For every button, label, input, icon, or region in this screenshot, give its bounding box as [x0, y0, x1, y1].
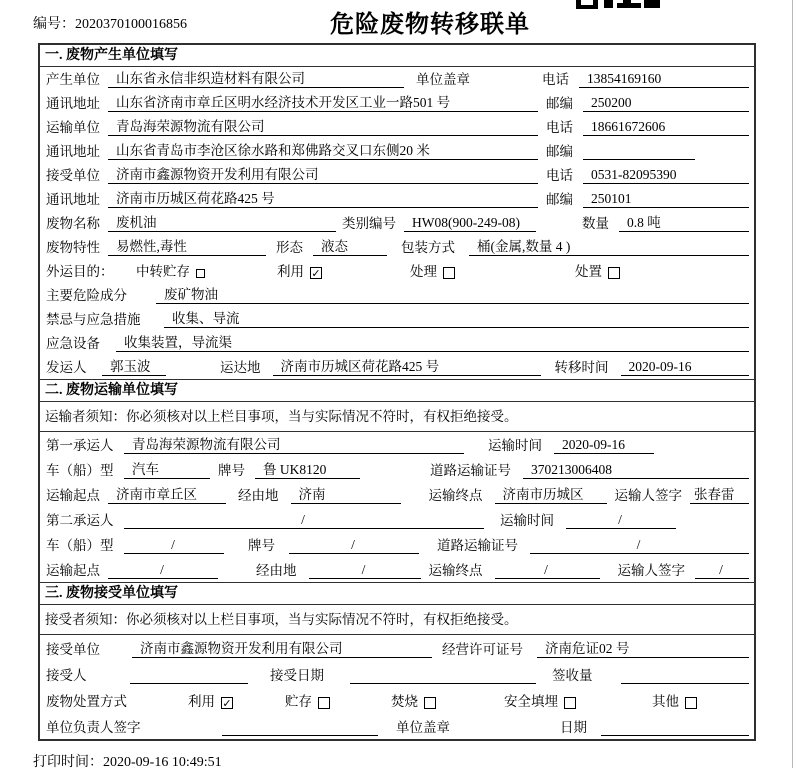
transporter-phone-value: 18661672606 [583, 118, 749, 136]
route-end-2-value: / [495, 561, 600, 579]
utilize-checkbox-checked: ✓ [311, 267, 321, 280]
responsible-sign-value [222, 735, 378, 736]
emergency-measures-value: 收集、导流 [164, 310, 749, 328]
row-emergency-measures [40, 307, 754, 331]
section-producer [40, 45, 754, 379]
row-receive-unit [40, 635, 754, 661]
producer-address-value: 山东省济南市章丘区明水经济技术开发区工业一路501 号 [108, 94, 538, 112]
field-label: 运输起点 [46, 563, 100, 578]
producer-phone-value: 13854169160 [579, 70, 749, 88]
business-license-label: 经营许可证号 [442, 642, 523, 657]
row-acceptor [40, 661, 754, 687]
section-producer-title: 一. 废物产生单位填写 [40, 45, 754, 67]
field-label: 接受单位 [46, 168, 100, 183]
row-route-1 [40, 482, 754, 507]
zip-label: 邮编 [546, 96, 573, 111]
row-transfer-purpose [40, 259, 754, 283]
option-utilize-label: 利用 [277, 264, 304, 279]
page-edge-line [792, 0, 793, 768]
route-start-value: 济南市章丘区 [108, 486, 226, 504]
stamp-label: 单位盖章 [416, 72, 470, 87]
zip-label: 邮编 [546, 192, 573, 207]
carrier-sign-2-value: / [695, 561, 749, 579]
transfer-time-label: 转移时间 [554, 360, 609, 375]
vehicle-type-2-value: / [124, 536, 224, 554]
dispatcher-label: 发运人 [46, 360, 87, 375]
received-quantity-value [621, 683, 750, 684]
row-emergency-equipment [40, 331, 754, 355]
transport-time-value: 2020-09-16 [554, 436, 654, 454]
row-receiver [40, 163, 754, 187]
dispose-checkbox [608, 267, 620, 279]
row-waste-name [40, 211, 754, 235]
waste-traits-value: 易燃性,毒性 [108, 238, 266, 256]
option-incinerate-label: 焚烧 [391, 694, 418, 709]
quantity-label: 数量 [582, 216, 609, 231]
field-label: 应急设备 [46, 336, 100, 351]
row-producer [40, 67, 754, 91]
row-vehicle-1 [40, 457, 754, 482]
stamp-label: 单位盖章 [396, 720, 450, 735]
section-receive-title: 三. 废物接受单位填写 [40, 583, 754, 605]
row-first-carrier [40, 432, 754, 457]
business-license-value: 济南危证02 号 [537, 640, 749, 658]
route-start-2-value: / [108, 561, 218, 579]
field-label: 运输起点 [46, 488, 100, 503]
doc-number-label: 编号： [33, 17, 75, 32]
accept-date-label: 接受日期 [270, 668, 324, 683]
option-transit-storage-label: 中转贮存 [136, 264, 190, 279]
field-label: 车（船）型 [46, 463, 114, 478]
via-2-value: / [309, 561, 421, 579]
second-carrier-value: / [124, 511, 484, 529]
print-time-value: 2020-09-16 10:49:51 [103, 755, 222, 768]
destination-label: 运达地 [220, 360, 261, 375]
field-label: 主要危险成分 [46, 288, 127, 303]
field-label: 通讯地址 [46, 96, 100, 111]
via-label: 经由地 [238, 488, 279, 503]
plate-label: 牌号 [218, 463, 245, 478]
doc-number [33, 13, 187, 33]
transport-time-2-value: / [566, 511, 676, 529]
field-label: 运输单位 [46, 120, 100, 135]
route-end-label: 运输终点 [428, 563, 483, 578]
row-waste-traits [40, 235, 754, 259]
field-label: 第二承运人 [46, 513, 114, 528]
purpose-label: 外运目的： [46, 264, 114, 279]
transport-time-label: 运输时间 [488, 438, 542, 453]
plate-value: 鲁 UK8120 [255, 461, 360, 479]
section-transport-title: 二. 废物运输单位填写 [40, 380, 754, 402]
transporter-zip-value [583, 159, 695, 160]
receiver-name-value: 济南市鑫源物资开发利用有限公司 [108, 166, 538, 184]
treat-checkbox [443, 267, 455, 279]
option-treat-label: 处理 [410, 264, 437, 279]
row-hazard-component [40, 283, 754, 307]
field-label: 废物名称 [46, 216, 100, 231]
field-label: 通讯地址 [46, 192, 100, 207]
field-label: 废物特性 [46, 240, 100, 255]
transporter-address-value: 山东省青岛市李沧区徐水路和郑佛路交叉口东侧20 米 [108, 142, 538, 160]
waste-form-value: 液态 [313, 238, 387, 256]
date-value [601, 735, 749, 736]
date-label: 日期 [560, 720, 587, 735]
via-value: 济南 [291, 486, 401, 504]
waste-name-value: 废机油 [108, 214, 336, 232]
acceptor-value [130, 683, 248, 684]
row-route-2 [40, 557, 754, 582]
row-disposal-method [40, 687, 754, 713]
packaging-value: 桶(金属,数量 4 ) [469, 238, 749, 256]
first-carrier-value: 青岛海荣源物流有限公司 [124, 436, 464, 454]
category-label: 类别编号 [342, 216, 396, 231]
utilize-checkbox-checked: ✓ [222, 697, 232, 710]
incinerate-checkbox [424, 697, 436, 709]
transport-time-label: 运输时间 [500, 513, 554, 528]
field-label: 接受单位 [46, 642, 100, 657]
row-second-carrier [40, 507, 754, 532]
receiver-address-value: 济南市历城区荷花路425 号 [108, 190, 538, 208]
row-transporter-address [40, 139, 754, 163]
field-label: 禁忌与应急措施 [46, 312, 141, 327]
option-utilize-label: 利用 [188, 694, 215, 709]
option-dispose-label: 处置 [575, 264, 602, 279]
producer-name-value: 山东省永信非织造材料有限公司 [108, 70, 404, 88]
section-receive [40, 582, 754, 739]
receive-unit-value: 济南市鑫源物资开发利用有限公司 [132, 640, 432, 658]
carrier-sign-label: 运输人签字 [617, 563, 685, 578]
receiver-zip-value: 250101 [583, 190, 749, 208]
hazard-component-value: 废矿物油 [156, 286, 749, 304]
row-vehicle-2 [40, 532, 754, 557]
other-checkbox [685, 697, 697, 709]
road-permit-2-value: / [530, 536, 749, 554]
form-label: 形态 [276, 240, 303, 255]
route-end-value: 济南市历城区 [495, 486, 607, 504]
carrier-sign-value: 张春雷 [690, 486, 749, 504]
option-landfill-label: 安全填埋 [504, 694, 558, 709]
row-dispatch [40, 355, 754, 379]
route-end-label: 运输终点 [428, 488, 483, 503]
vehicle-type-value: 汽车 [124, 461, 210, 479]
via-label: 经由地 [256, 563, 297, 578]
road-permit-label: 道路运输证号 [430, 463, 511, 478]
received-quantity-label: 签收量 [552, 668, 593, 683]
waste-category-value: HW08(900-249-08) [404, 214, 536, 232]
accept-date-value [350, 683, 536, 684]
qr-code-icon [576, 0, 664, 9]
packaging-label: 包装方式 [401, 240, 455, 255]
row-producer-address [40, 91, 754, 115]
field-label: 第一承运人 [46, 438, 114, 453]
row-receiver-address [40, 187, 754, 211]
row-responsible-sign [40, 713, 754, 739]
dispatcher-value: 郭玉波 [102, 358, 166, 376]
plate-2-value: / [289, 536, 419, 554]
disposal-method-label: 废物处置方式 [46, 694, 127, 709]
plate-label: 牌号 [248, 538, 275, 553]
landfill-checkbox [564, 697, 576, 709]
acceptor-label: 接受人 [46, 668, 87, 683]
doc-number-value: 2020370100016856 [75, 17, 187, 32]
field-label: 产生单位 [46, 72, 100, 87]
transit-storage-checkbox [196, 269, 205, 278]
receiver-phone-value: 0531-82095390 [583, 166, 749, 184]
print-time-label: 打印时间： [33, 755, 103, 768]
emergency-equipment-value: 收集装置，导流渠 [116, 334, 749, 352]
responsible-sign-label: 单位负责人签字 [46, 720, 141, 735]
manifest-form [38, 43, 756, 741]
field-label: 通讯地址 [46, 144, 100, 159]
row-transporter [40, 115, 754, 139]
road-permit-label: 道路运输证号 [437, 538, 518, 553]
page-title: 危险废物转移联单 [330, 12, 530, 38]
phone-label: 电话 [542, 72, 569, 87]
road-permit-value: 370213006408 [523, 461, 749, 479]
carrier-sign-label: 运输人签字 [614, 488, 682, 503]
field-label: 车（船）型 [46, 538, 114, 553]
print-time [33, 751, 222, 768]
producer-zip-value: 250200 [583, 94, 749, 112]
transfer-time-value: 2020-09-16 [621, 358, 750, 376]
option-storage-label: 贮存 [285, 694, 312, 709]
section-transport [40, 379, 754, 582]
destination-value: 济南市历城区荷花路425 号 [273, 358, 541, 376]
option-other-label: 其他 [652, 694, 679, 709]
zip-label: 邮编 [546, 144, 573, 159]
storage-checkbox [318, 697, 330, 709]
receive-notice: 接受者须知：你必须核对以上栏目事项，当与实际情况不符时，有权拒绝接受。 [40, 605, 754, 635]
phone-label: 电话 [546, 120, 573, 135]
transport-notice: 运输者须知：你必须核对以上栏目事项，当与实际情况不符时，有权拒绝接受。 [40, 402, 754, 432]
transporter-name-value: 青岛海荣源物流有限公司 [108, 118, 538, 136]
waste-quantity-value: 0.8 吨 [619, 214, 749, 232]
phone-label: 电话 [546, 168, 573, 183]
